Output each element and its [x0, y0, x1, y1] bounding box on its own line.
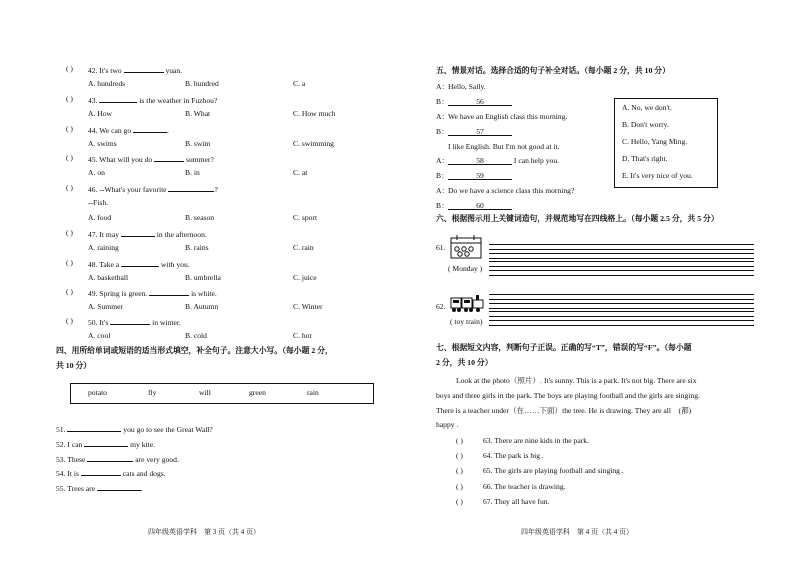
- stem-text: 49. Spring is green.: [88, 289, 150, 298]
- question-stem: [88, 153, 214, 165]
- word-box-item: fly: [148, 388, 157, 397]
- answer-paren[interactable]: ( ): [66, 124, 73, 133]
- dialog-line: [436, 171, 512, 181]
- answer-paren[interactable]: ( ): [456, 451, 463, 460]
- word-box-item: green: [249, 388, 266, 397]
- page-footer: 四年级英语学科 第 4 页（共 4 页）: [521, 528, 633, 536]
- stem-text: 44. We can go: [88, 126, 134, 135]
- speaker-label: B：: [436, 97, 449, 106]
- stem-text: in the afternoon.: [154, 230, 207, 239]
- option-c: C. swimming: [293, 139, 334, 148]
- answer-paren[interactable]: ( ): [66, 94, 73, 103]
- question-stem: [88, 258, 190, 270]
- dialog-line: [436, 112, 567, 122]
- four-line-grid: [489, 244, 754, 262]
- option-b: B. rains: [185, 243, 209, 252]
- dialog-line: [436, 201, 512, 211]
- stem-text: 42. It's two: [88, 66, 124, 75]
- fill-text: .: [140, 484, 143, 493]
- option-c: C. a: [293, 79, 306, 88]
- answer-blank[interactable]: [149, 287, 189, 296]
- stem-text: in winter.: [150, 318, 181, 327]
- dialog-text: We have an English class this morning.: [448, 112, 568, 121]
- stem-text: yuan.: [163, 66, 183, 75]
- answer-paren[interactable]: ( ): [66, 153, 73, 162]
- fill-item: [56, 423, 213, 435]
- option-c: C. How much: [293, 109, 336, 118]
- fill-text: cats and dogs.: [120, 469, 166, 478]
- speaker-label: B：: [436, 171, 449, 180]
- dialog-line: [436, 186, 574, 196]
- dialog-blank[interactable]: 59: [448, 171, 512, 180]
- four-line-grid: [489, 294, 754, 312]
- fill-text: 54. It is: [56, 469, 81, 478]
- item-number: 61.: [436, 243, 446, 252]
- speaker-label: A：: [436, 186, 450, 195]
- option-b: B. What: [185, 109, 211, 118]
- dialog-text: I like English. But I'm not good at it.: [448, 142, 560, 151]
- fill-text: my kite.: [128, 440, 156, 449]
- choice-item: A. No, we don't.: [622, 103, 672, 112]
- option-b: B. hundred: [185, 79, 219, 88]
- dialog-blank[interactable]: 58: [448, 156, 512, 165]
- stem-text: 46. --What's your favorite: [88, 185, 169, 194]
- option-c: C. rain: [293, 243, 314, 252]
- option-c: C. hot: [293, 331, 312, 340]
- answer-blank[interactable]: [81, 467, 121, 476]
- answer-blank[interactable]: [97, 482, 141, 491]
- fill-item: [56, 453, 179, 465]
- question-stem: [88, 94, 217, 106]
- fill-text: are very good.: [133, 455, 179, 464]
- answer-paren[interactable]: ( ): [66, 183, 73, 192]
- item-number: 62.: [436, 302, 446, 311]
- toy-train-icon: [449, 294, 487, 314]
- fill-text: 53. These: [56, 455, 88, 464]
- fill-text: you go to see the Great Wall?: [121, 425, 213, 434]
- dialog-text: Hello, Sally.: [448, 82, 486, 91]
- choice-item: C. Hello, Yang Ming.: [622, 137, 688, 146]
- question-stem: [88, 316, 181, 328]
- passage-line: Look at the photo（照片）. It's sunny. This is a park. It's not big. There are six: [456, 376, 697, 385]
- four-line-grid: [489, 311, 754, 329]
- question-stem: [88, 287, 217, 299]
- stem-text: ?: [214, 185, 218, 194]
- option-a: A. Summer: [88, 302, 124, 311]
- dialog-line: [436, 82, 486, 92]
- question-stem: [88, 124, 169, 136]
- option-b: B. swim: [185, 139, 211, 148]
- option-c: C. juice: [293, 273, 317, 282]
- section7-title-line2: 2 分，共 10 分）: [436, 358, 493, 367]
- answer-blank[interactable]: [121, 228, 155, 237]
- option-b: B. season: [185, 213, 215, 222]
- answer-paren[interactable]: ( ): [66, 287, 73, 296]
- answer-blank[interactable]: [133, 124, 167, 133]
- stem-text: 48. Take a: [88, 260, 122, 269]
- answer-blank[interactable]: [124, 64, 164, 73]
- answer-paren[interactable]: ( ): [456, 466, 463, 475]
- tf-statement: 64. The park is big .: [483, 451, 544, 460]
- section6-title: 六、根据图示用上关键词造句，并规范地写在四线格上。（每小题 2.5 分，共 5 分）: [436, 214, 719, 223]
- word-box-item: rain: [307, 388, 319, 397]
- speaker-label: A：: [436, 156, 450, 165]
- picture-caption: ( Monday ): [448, 264, 483, 273]
- option-a: A. cool: [88, 331, 111, 340]
- fill-text: 52. I can: [56, 440, 85, 449]
- option-a: A. swims: [88, 139, 117, 148]
- option-b: B. in: [185, 168, 200, 177]
- right-page: [397, 0, 794, 561]
- section5-title: 五、情景对话。选择合适的句子补全对话。（每小题 2 分，共 10 分）: [436, 66, 670, 75]
- question-stem: [88, 228, 207, 240]
- fill-text: 51.: [56, 425, 68, 434]
- fill-item: [56, 482, 143, 494]
- calendar-icon: [448, 232, 488, 262]
- fill-text: 55. Trees are: [56, 484, 97, 493]
- passage-line: boys and three girls in the park. The boys are playing football and the girls are singing.: [436, 391, 700, 400]
- answer-paren[interactable]: ( ): [456, 482, 463, 491]
- page-footer: 四年级英语学科 第 3 页（共 4 页）: [148, 528, 260, 536]
- stem-text: summer?: [184, 155, 214, 164]
- passage-line: happy .: [436, 420, 459, 429]
- stem-text: 47. It may: [88, 230, 121, 239]
- tf-statement: 63. There are nine kids in the park.: [483, 436, 589, 445]
- option-b: B. Autumn: [185, 302, 219, 311]
- four-line-grid: [489, 261, 754, 279]
- option-a: A. raining: [88, 243, 119, 252]
- answer-blank[interactable]: [67, 423, 121, 432]
- dialog-blank[interactable]: 60: [448, 201, 512, 210]
- answer-blank[interactable]: [84, 438, 128, 447]
- option-b: B. cold: [185, 331, 207, 340]
- tf-statement: 65. The girls are playing football and singing .: [483, 466, 624, 475]
- dialog-text: Do we have a science class this morning?: [448, 186, 575, 195]
- choice-item: B. Don't worry.: [622, 120, 669, 129]
- answer-blank[interactable]: [168, 183, 214, 192]
- answer-paren[interactable]: ( ): [66, 316, 73, 325]
- speaker-label: A：: [436, 112, 450, 121]
- section4-title-line2: 共 10 分）: [56, 361, 92, 370]
- answer-blank[interactable]: [121, 258, 159, 267]
- stem-text: is white.: [189, 289, 217, 298]
- speaker-label: A：: [436, 82, 450, 91]
- stem-text: .: [167, 126, 169, 135]
- choices-box: [614, 98, 718, 188]
- section4-title: 四、用所给单词或短语的适当形式填空，补全句子。注意大小写。（每小题 2 分，: [56, 346, 333, 355]
- option-a: A. food: [88, 213, 112, 222]
- option-a: A. How: [88, 109, 113, 118]
- picture-caption: ( toy train): [450, 317, 483, 326]
- stem-text: 45. What will you do: [88, 155, 155, 164]
- answer-blank[interactable]: [110, 316, 150, 325]
- dialog-blank[interactable]: 56: [448, 97, 512, 106]
- dialog-line: [436, 127, 512, 137]
- question-stem: [88, 183, 218, 195]
- question-stem: [88, 64, 182, 76]
- passage-line: There is a teacher under（在……下面）the tree. He is drawing. They are all (都): [436, 406, 692, 415]
- word-box: [70, 383, 374, 404]
- choice-item: E. It's very nice of you.: [622, 171, 693, 180]
- dialog-reply: --Fish.: [88, 198, 109, 207]
- fill-item: [56, 438, 155, 450]
- answer-paren[interactable]: ( ): [66, 228, 73, 237]
- stem-text: with you.: [159, 260, 190, 269]
- section7-title: 七、根据短文内容，判断句子正误。正确的写“T”，错误的写“F”。（每小题: [436, 343, 692, 352]
- dialog-line: [436, 156, 559, 166]
- dialog-line: [436, 142, 559, 152]
- option-b: B. umbrella: [185, 273, 221, 282]
- dialog-blank[interactable]: 57: [448, 127, 512, 136]
- answer-paren[interactable]: ( ): [66, 258, 73, 267]
- speaker-label: B：: [436, 201, 449, 210]
- answer-paren[interactable]: ( ): [456, 436, 463, 445]
- tf-statement: 66. The teacher is drawing.: [483, 482, 566, 491]
- dialog-text: I can help you.: [512, 156, 560, 165]
- answer-paren[interactable]: ( ): [456, 497, 463, 506]
- choice-item: D. That's right.: [622, 154, 668, 163]
- option-a: A. on: [88, 168, 105, 177]
- option-a: A. basketball: [88, 273, 129, 282]
- option-c: C. sport: [293, 213, 318, 222]
- stem-text: 43.: [88, 96, 100, 105]
- answer-blank[interactable]: [99, 94, 137, 103]
- answer-blank[interactable]: [87, 453, 133, 462]
- tf-statement: 67. They all have fun.: [483, 497, 550, 506]
- answer-paren[interactable]: ( ): [66, 64, 73, 73]
- stem-text: is the weather in Fuzhou?: [137, 96, 218, 105]
- fill-item: [56, 467, 166, 479]
- stem-text: 50. It's: [88, 318, 111, 327]
- word-box-item: will: [199, 388, 211, 397]
- option-a: A. hundreds: [88, 79, 126, 88]
- dialog-line: [436, 97, 512, 107]
- word-box-item: potato: [88, 388, 107, 397]
- answer-blank[interactable]: [154, 153, 184, 162]
- option-c: C. at: [293, 168, 308, 177]
- speaker-label: B：: [436, 127, 449, 136]
- option-c: C. Winter: [293, 302, 323, 311]
